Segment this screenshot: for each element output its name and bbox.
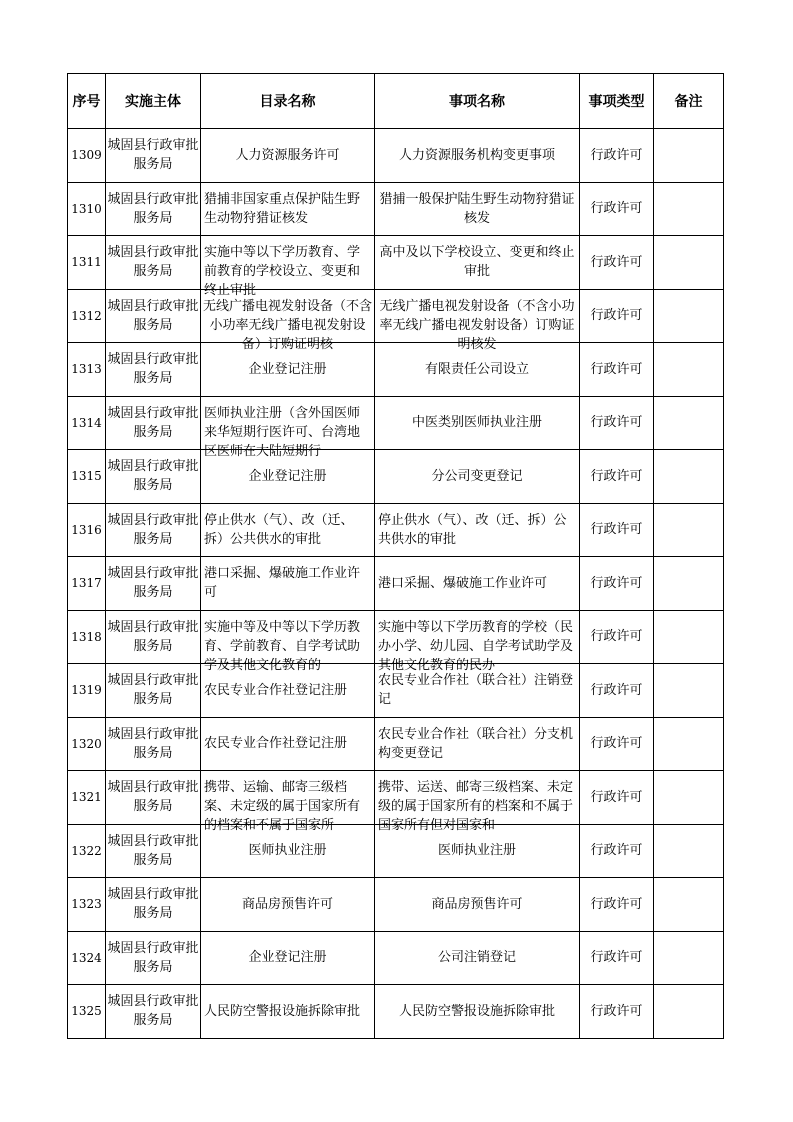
table-row	[68, 985, 724, 1039]
item-name-text: 有限责任公司设立	[424, 361, 529, 377]
serial-number-cell: 1315	[68, 450, 106, 504]
remarks-cell	[654, 931, 724, 985]
remarks-cell	[654, 610, 724, 664]
header-item-type: 事项类型	[580, 74, 654, 129]
implementing-body-text: 城固县行政审批服务局	[107, 619, 199, 654]
remarks-cell	[654, 182, 724, 236]
item-name-cell	[375, 717, 580, 771]
item-type-text: 行政许可	[590, 308, 643, 324]
item-name-cell	[375, 985, 580, 1039]
serial-number-cell: 1311	[68, 236, 106, 290]
item-name-cell	[375, 878, 580, 932]
catalog-name-text: 医师执业注册	[248, 843, 327, 859]
serial-number-cell: 1320	[68, 717, 106, 771]
implementing-body-cell	[106, 557, 201, 611]
item-name-text: 公司注销登记	[437, 950, 516, 966]
implementing-body-text: 城固县行政审批服务局	[107, 780, 199, 815]
catalog-name-text: 农民专业合作社登记注册	[204, 736, 348, 752]
item-type-cell	[580, 985, 654, 1039]
implementing-body-cell	[106, 664, 201, 718]
catalog-name-text: 农民专业合作社登记注册	[204, 682, 348, 698]
serial-number-cell: 1316	[68, 503, 106, 557]
implementing-body-cell	[106, 289, 201, 343]
catalog-name-cell	[201, 236, 375, 299]
item-type-text: 行政许可	[590, 147, 643, 163]
item-type-cell	[580, 343, 654, 397]
item-name-text: 农民专业合作社（联合社）注销登记	[378, 673, 574, 708]
serial-number-cell: 1317	[68, 557, 106, 611]
item-type-text: 行政许可	[590, 361, 643, 377]
item-name-text: 人力资源服务机构变更事项	[398, 147, 555, 163]
implementing-body-text: 城固县行政审批服务局	[107, 245, 199, 280]
item-name-text: 实施中等以下学历教育的学校（民办小学、幼儿园、自学考试助学及其他文化教育的民办	[378, 619, 574, 673]
item-type-cell	[580, 824, 654, 878]
remarks-cell	[654, 450, 724, 504]
table-row	[68, 931, 724, 985]
table-row	[68, 503, 724, 557]
catalog-name-cell	[201, 717, 375, 771]
serial-number-cell: 1323	[68, 878, 106, 932]
table-row	[68, 450, 724, 504]
serial-number-cell: 1318	[68, 610, 106, 664]
remarks-cell	[654, 503, 724, 557]
catalog-name-text: 企业登记注册	[248, 950, 327, 966]
header-remarks: 备注	[654, 74, 724, 129]
header-catalog-name: 目录名称	[201, 74, 375, 129]
item-type-text: 行政许可	[590, 843, 643, 859]
serial-number-cell: 1314	[68, 396, 106, 450]
permit-table	[67, 73, 724, 1039]
header-serial-number: 序号	[68, 74, 106, 129]
table-row	[68, 610, 724, 664]
implementing-body-text: 城固县行政审批服务局	[107, 994, 199, 1029]
item-type-cell	[580, 236, 654, 290]
item-type-cell	[580, 717, 654, 771]
implementing-body-cell	[106, 717, 201, 771]
item-type-text: 行政许可	[590, 201, 643, 217]
catalog-name-text: 商品房预售许可	[241, 896, 333, 912]
serial-number-cell: 1312	[68, 289, 106, 343]
catalog-name-cell	[201, 610, 375, 673]
catalog-name-text: 人力资源服务许可	[235, 147, 340, 163]
remarks-cell	[654, 771, 724, 825]
item-type-text: 行政许可	[590, 736, 643, 752]
implementing-body-text: 城固县行政审批服务局	[107, 833, 199, 868]
item-name-text: 无线广播电视发射设备（不含小功率无线广播电视发射设备）订购证明核发	[379, 298, 575, 352]
item-name-text: 猎捕一般保护陆生野生动物狩猎证核发	[379, 191, 575, 226]
remarks-cell	[654, 985, 724, 1039]
item-name-cell	[375, 610, 580, 673]
item-type-cell	[580, 129, 654, 183]
remarks-cell	[654, 557, 724, 611]
item-type-text: 行政许可	[590, 468, 643, 484]
table-row	[68, 717, 724, 771]
item-name-text: 人民防空警报设施拆除审批	[398, 1003, 555, 1019]
catalog-name-text: 企业登记注册	[248, 361, 327, 377]
implementing-body-text: 城固县行政审批服务局	[107, 352, 199, 387]
item-name-cell	[375, 236, 580, 290]
implementing-body-text: 城固县行政审批服务局	[107, 566, 199, 601]
table-row	[68, 664, 724, 718]
catalog-name-cell	[201, 931, 375, 985]
implementing-body-text: 城固县行政审批服务局	[107, 191, 199, 226]
item-name-cell	[375, 557, 580, 611]
item-name-cell	[375, 450, 580, 504]
implementing-body-cell	[106, 985, 201, 1039]
remarks-cell	[654, 396, 724, 450]
implementing-body-cell	[106, 771, 201, 825]
item-type-cell	[580, 664, 654, 718]
item-type-cell	[580, 931, 654, 985]
implementing-body-text: 城固县行政审批服务局	[107, 887, 199, 922]
item-name-text: 中医类别医师执业注册	[411, 415, 542, 431]
implementing-body-text: 城固县行政审批服务局	[107, 298, 199, 333]
serial-number-cell: 1322	[68, 824, 106, 878]
header-implementing-body: 实施主体	[106, 74, 201, 129]
item-type-cell	[580, 557, 654, 611]
catalog-name-cell	[201, 985, 375, 1039]
item-name-text: 停止供水（气）、改（迁、拆）公共供水的审批	[378, 512, 567, 547]
catalog-name-text: 企业登记注册	[248, 468, 327, 484]
catalog-name-text: 停止供水（气）、改（迁、拆）公共供水的审批	[204, 512, 354, 547]
remarks-cell	[654, 717, 724, 771]
table-row	[68, 129, 724, 183]
item-name-text: 医师执业注册	[437, 843, 516, 859]
item-name-text: 分公司变更登记	[431, 468, 523, 484]
serial-number-cell: 1325	[68, 985, 106, 1039]
item-type-text: 行政许可	[590, 789, 643, 805]
serial-number-cell: 1310	[68, 182, 106, 236]
table-row	[68, 396, 724, 450]
catalog-name-cell	[201, 557, 375, 611]
remarks-cell	[654, 343, 724, 397]
item-type-cell	[580, 878, 654, 932]
item-name-text: 高中及以下学校设立、变更和终止审批	[379, 245, 575, 280]
implementing-body-cell	[106, 236, 201, 290]
remarks-cell	[654, 878, 724, 932]
implementing-body-cell	[106, 503, 201, 557]
implementing-body-cell	[106, 931, 201, 985]
item-name-text: 商品房预售许可	[431, 896, 523, 912]
implementing-body-text: 城固县行政审批服务局	[107, 512, 199, 547]
table-row	[68, 182, 724, 236]
implementing-body-cell	[106, 343, 201, 397]
serial-number-cell: 1319	[68, 664, 106, 718]
implementing-body-cell	[106, 824, 201, 878]
serial-number-cell: 1309	[68, 129, 106, 183]
item-type-cell	[580, 771, 654, 825]
item-name-cell	[375, 129, 580, 183]
item-name-text: 港口采掘、爆破施工作业许可	[378, 575, 548, 591]
remarks-cell	[654, 824, 724, 878]
implementing-body-text: 城固县行政审批服务局	[107, 940, 199, 975]
item-type-text: 行政许可	[590, 950, 643, 966]
item-name-cell	[375, 664, 580, 718]
item-type-text: 行政许可	[590, 575, 643, 591]
item-name-text: 农民专业合作社（联合社）分支机构变更登记	[378, 726, 574, 761]
catalog-name-cell	[201, 129, 375, 183]
item-type-text: 行政许可	[590, 629, 643, 645]
catalog-name-cell	[201, 289, 375, 352]
catalog-name-text: 无线广播电视发射设备（不含小功率无线广播电视发射设备）订购证明核	[202, 298, 372, 352]
catalog-name-text: 实施中等及中等以下学历教育、学前教育、自学考试助学及其他文化教育的	[204, 619, 361, 673]
item-name-cell	[375, 931, 580, 985]
item-name-cell	[375, 503, 580, 557]
item-type-cell	[580, 450, 654, 504]
item-type-text: 行政许可	[590, 415, 643, 431]
remarks-cell	[654, 664, 724, 718]
table-row	[68, 289, 724, 343]
item-name-cell	[375, 289, 580, 352]
implementing-body-cell	[106, 450, 201, 504]
catalog-name-cell	[201, 396, 375, 459]
remarks-cell	[654, 236, 724, 290]
implementing-body-text: 城固县行政审批服务局	[107, 459, 199, 494]
implementing-body-text: 城固县行政审批服务局	[107, 673, 199, 708]
catalog-name-text: 实施中等以下学历教育、学前教育的学校设立、变更和终止审批	[204, 245, 361, 299]
table-header-row	[68, 74, 724, 129]
catalog-name-text: 医师执业注册（含外国医师来华短期行医许可、台湾地区医师在大陆短期行	[204, 405, 361, 459]
catalog-name-cell	[201, 771, 375, 834]
implementing-body-cell	[106, 878, 201, 932]
implementing-body-text: 城固县行政审批服务局	[107, 405, 199, 440]
item-type-text: 行政许可	[590, 522, 643, 538]
catalog-name-cell	[201, 182, 375, 236]
table-row	[68, 557, 724, 611]
item-name-cell	[375, 182, 580, 236]
table-row	[68, 771, 724, 825]
implementing-body-cell	[106, 182, 201, 236]
serial-number-cell: 1313	[68, 343, 106, 397]
remarks-cell	[654, 129, 724, 183]
item-name-cell	[375, 771, 580, 834]
implementing-body-cell	[106, 396, 201, 450]
table-row	[68, 236, 724, 290]
item-type-text: 行政许可	[590, 254, 643, 270]
item-type-text: 行政许可	[590, 1003, 643, 1019]
item-name-cell	[375, 396, 580, 450]
table-row	[68, 878, 724, 932]
catalog-name-text: 携带、运输、邮寄三级档案、未定级的属于国家所有的档案和不属于国家所	[204, 780, 361, 834]
header-item-name: 事项名称	[375, 74, 580, 129]
serial-number-cell: 1324	[68, 931, 106, 985]
implementing-body-cell	[106, 129, 201, 183]
implementing-body-cell	[106, 610, 201, 664]
catalog-name-cell	[201, 878, 375, 932]
catalog-name-text: 猎捕非国家重点保护陆生野生动物狩猎证核发	[204, 191, 361, 226]
item-type-text: 行政许可	[590, 682, 643, 698]
catalog-name-cell	[201, 503, 375, 557]
catalog-name-text: 港口采掘、爆破施工作业许可	[204, 566, 361, 601]
item-type-text: 行政许可	[590, 896, 643, 912]
table-body	[68, 129, 724, 1039]
item-type-cell	[580, 396, 654, 450]
remarks-cell	[654, 289, 724, 343]
implementing-body-text: 城固县行政审批服务局	[107, 726, 199, 761]
item-type-cell	[580, 503, 654, 557]
catalog-name-text: 人民防空警报设施拆除审批	[204, 1003, 361, 1019]
item-type-cell	[580, 610, 654, 664]
implementing-body-text: 城固县行政审批服务局	[107, 138, 199, 173]
item-name-text: 携带、运送、邮寄三级档案、未定级的属于国家所有的档案和不属于国家所有但对国家和	[378, 780, 574, 834]
item-type-cell	[580, 182, 654, 236]
serial-number-cell: 1321	[68, 771, 106, 825]
item-type-cell	[580, 289, 654, 343]
